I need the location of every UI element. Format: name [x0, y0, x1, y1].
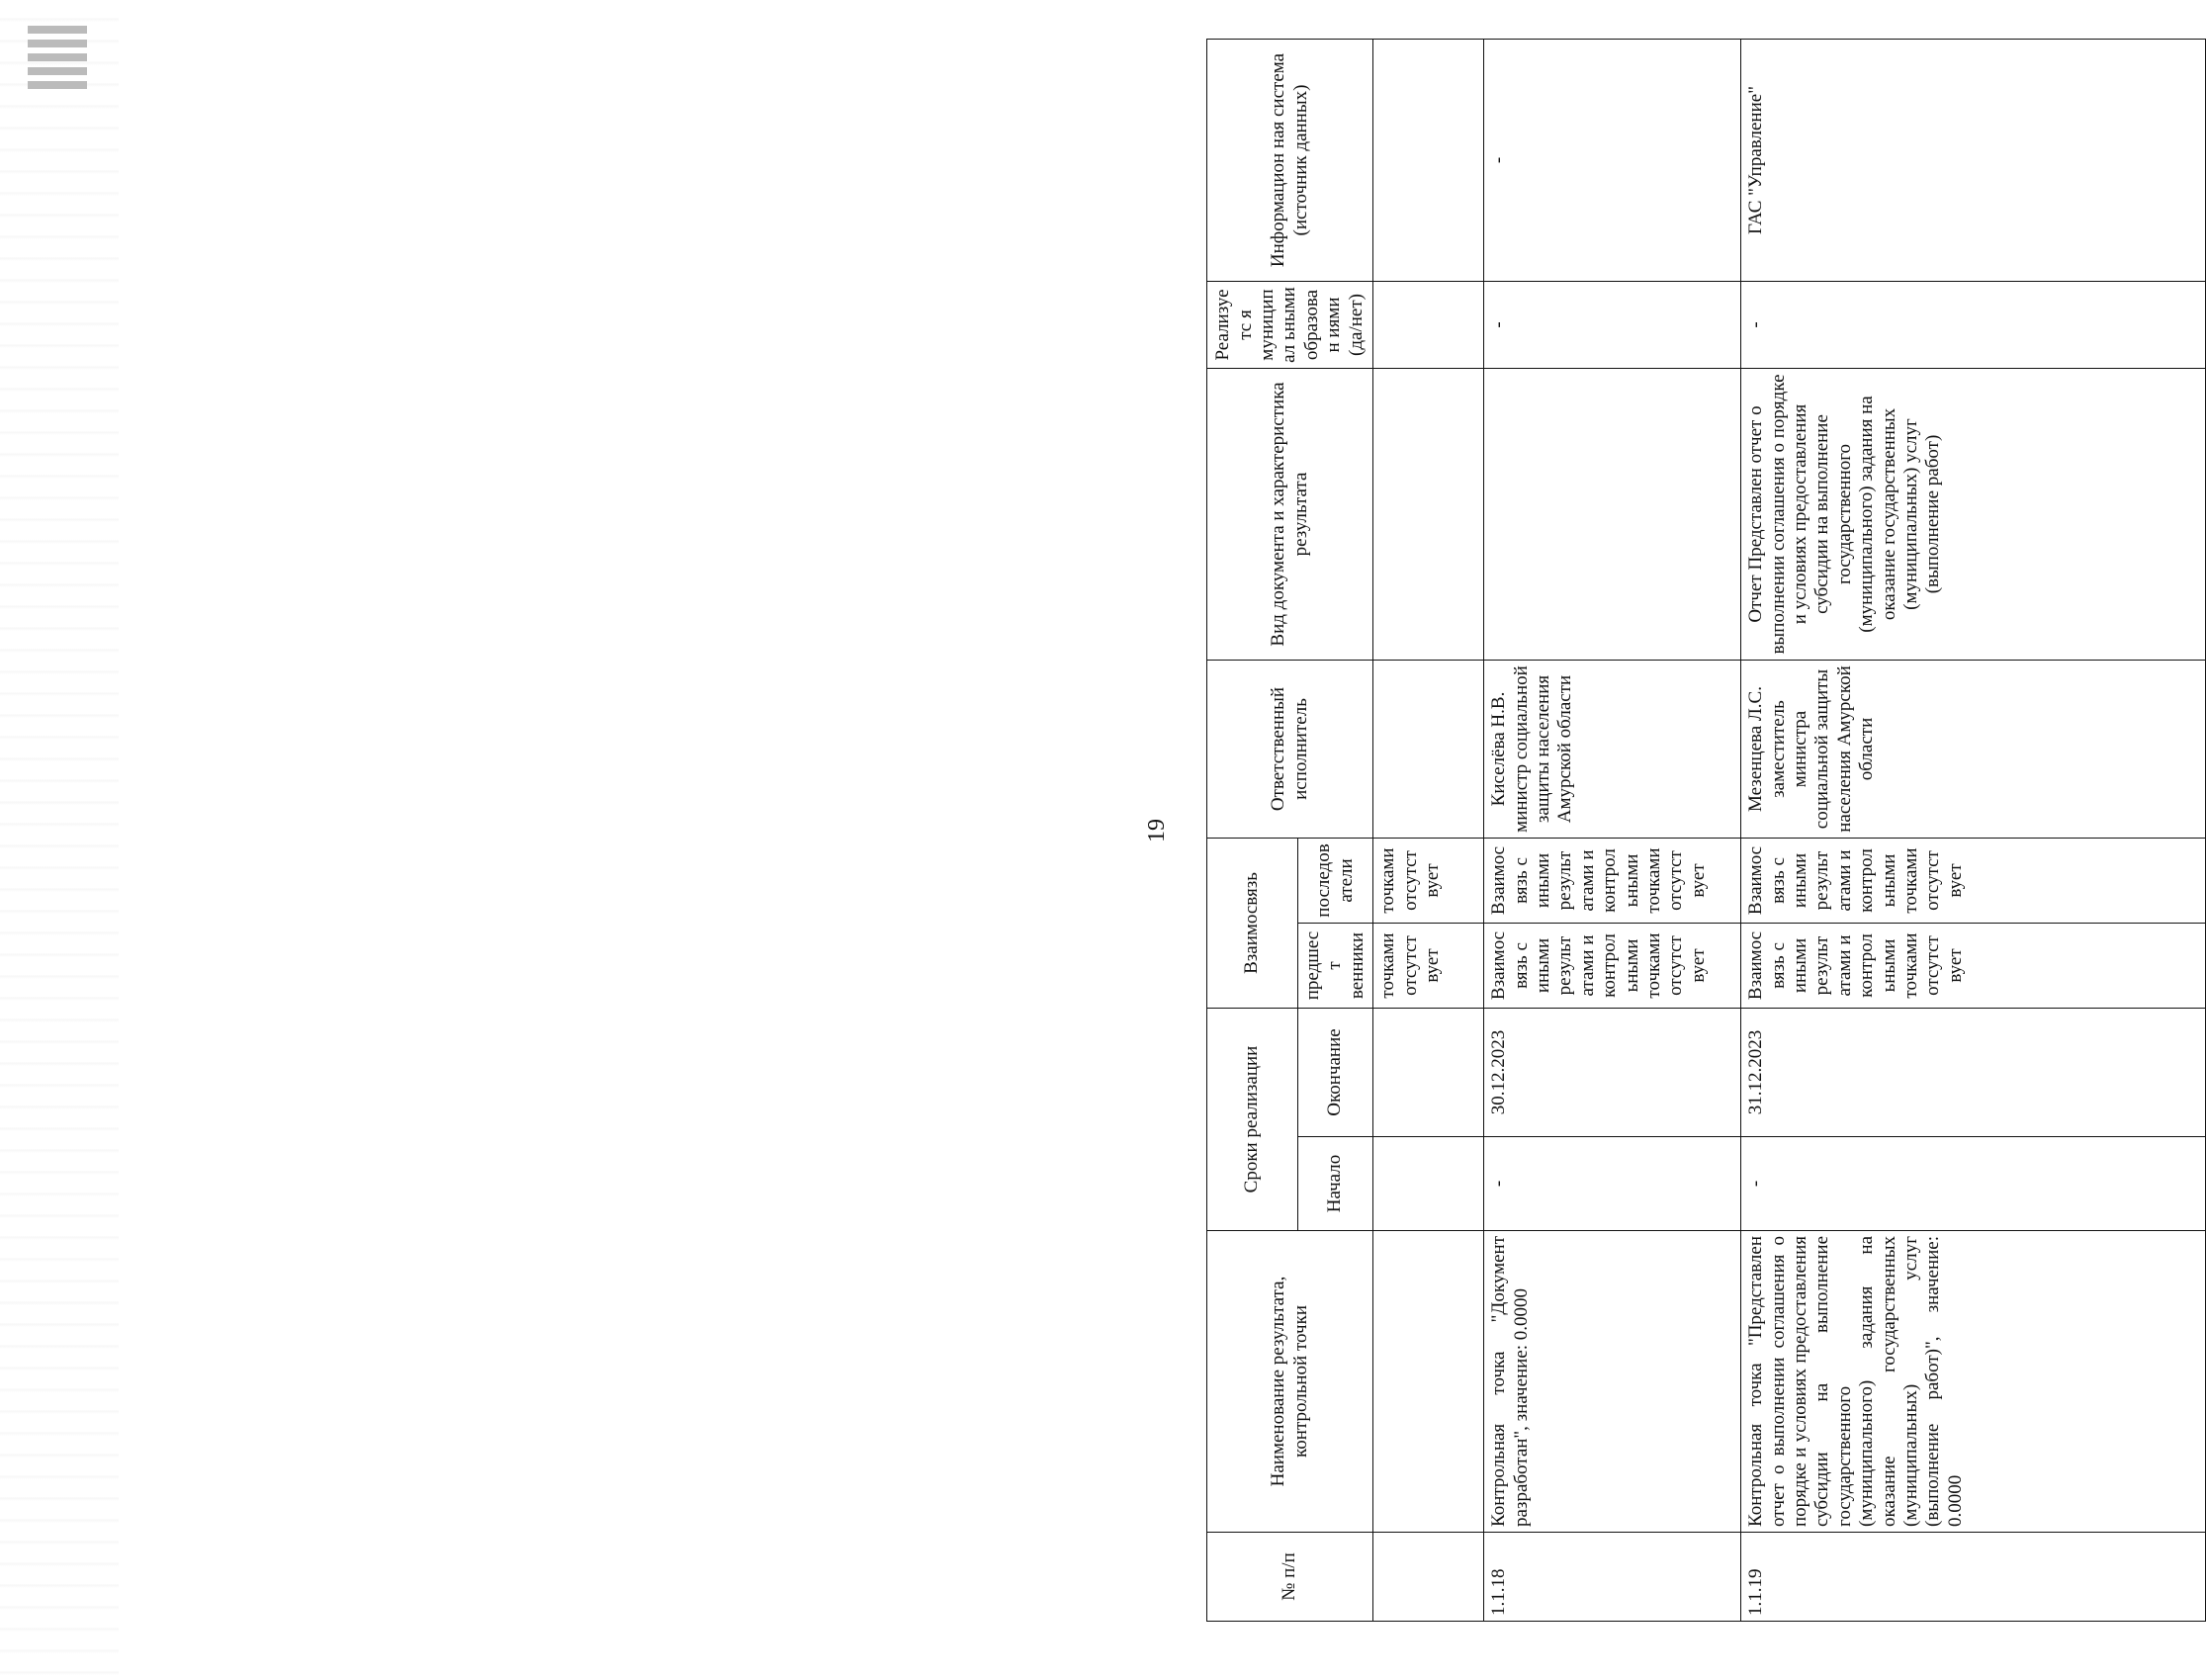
header-municipal: Реализуетс я муниципал ьными образован иями (да/нет) [1207, 282, 1373, 369]
header-terms: Сроки реализации [1207, 1009, 1298, 1231]
header-start: Начало [1298, 1137, 1373, 1231]
scan-noise [0, 0, 119, 1680]
cell-successors: Взаимос вязь с иными результ атами и контрол ьными точками отсутст вует [1741, 839, 2206, 924]
table-row [1741, 40, 2206, 1622]
header-info-system: Информацион ная система (источник данных) [1207, 40, 1373, 282]
cell-municipal: - [1741, 282, 2206, 369]
cell-name: Контрольная точка "Представлен отчет о выполнении соглашения о порядке и условиях предоставления субсидии на выполнение государственного (муниципального) задания на оказание государственных (муниципальных) услуг (выполнение работ)", значение: 0.0000 [1741, 1231, 2206, 1533]
cell-municipal: - [1484, 282, 1741, 369]
table-row [1484, 40, 1741, 1622]
header-link: Взаимосвязь [1207, 839, 1298, 1009]
cell-name: Контрольная точка "Документ разработан", значение: 0.0000 [1484, 1231, 1741, 1533]
scan-edge-marks [28, 20, 87, 237]
cell-successors: точками отсутст вует [1373, 839, 1484, 924]
cell-info-system: - [1484, 40, 1741, 282]
cell-name [1373, 1231, 1484, 1533]
header-responsible: Ответственный исполнитель [1207, 661, 1373, 839]
cell-document [1373, 369, 1484, 661]
cell-num: 1.1.19 [1741, 1533, 2206, 1622]
header-end: Окончание [1298, 1009, 1373, 1137]
table-row [1373, 40, 1484, 1622]
cell-responsible: Мезенцева Л.С. заместитель министра социальной защиты населения Амурской области [1741, 661, 2206, 839]
rotated-page [1117, 40, 2156, 1622]
header-document: Вид документа и характеристика результата [1207, 369, 1373, 661]
header-name: Наименование результата, контрольной точки [1207, 1231, 1373, 1533]
cell-end: 30.12.2023 [1484, 1009, 1741, 1137]
cell-num [1373, 1533, 1484, 1622]
cell-end: 31.12.2023 [1741, 1009, 2206, 1137]
cell-info-system: ГАС "Управление" [1741, 40, 2206, 282]
cell-start [1373, 1137, 1484, 1231]
cell-num: 1.1.18 [1484, 1533, 1741, 1622]
page-number: 19 [1144, 819, 1170, 842]
header-predecessors: предшест венники [1298, 924, 1373, 1009]
cell-info-system [1373, 40, 1484, 282]
header-row-1 [1207, 40, 1298, 1622]
cell-document: Отчет Представлен отчет о выполнении соглашения о порядке и условиях предоставления субсидии на выполнение государственного (муниципального) задания на оказание государственных (муниципальных) услуг (выполнение работ) [1741, 369, 2206, 661]
header-successors: последов атели [1298, 839, 1373, 924]
cell-municipal [1373, 282, 1484, 369]
cell-predecessors: Взаимос вязь с иными результ атами и контрол ьными точками отсутст вует [1741, 924, 2206, 1009]
cell-end [1373, 1009, 1484, 1137]
cell-predecessors: точками отсутст вует [1373, 924, 1484, 1009]
cell-document [1484, 369, 1741, 661]
header-num: № п/п [1207, 1533, 1373, 1622]
cell-responsible: Киселёва Н.В. министр социальной защиты населения Амурской области [1484, 661, 1741, 839]
cell-successors: Взаимос вязь с иными результ атами и контрол ьными точками отсутст вует [1484, 839, 1741, 924]
cell-responsible [1373, 661, 1484, 839]
cell-predecessors: Взаимос вязь с иными результ атами и контрол ьными точками отсутст вует [1484, 924, 1741, 1009]
plan-table [1206, 39, 2206, 1622]
cell-start: - [1484, 1137, 1741, 1231]
cell-start: - [1741, 1137, 2206, 1231]
